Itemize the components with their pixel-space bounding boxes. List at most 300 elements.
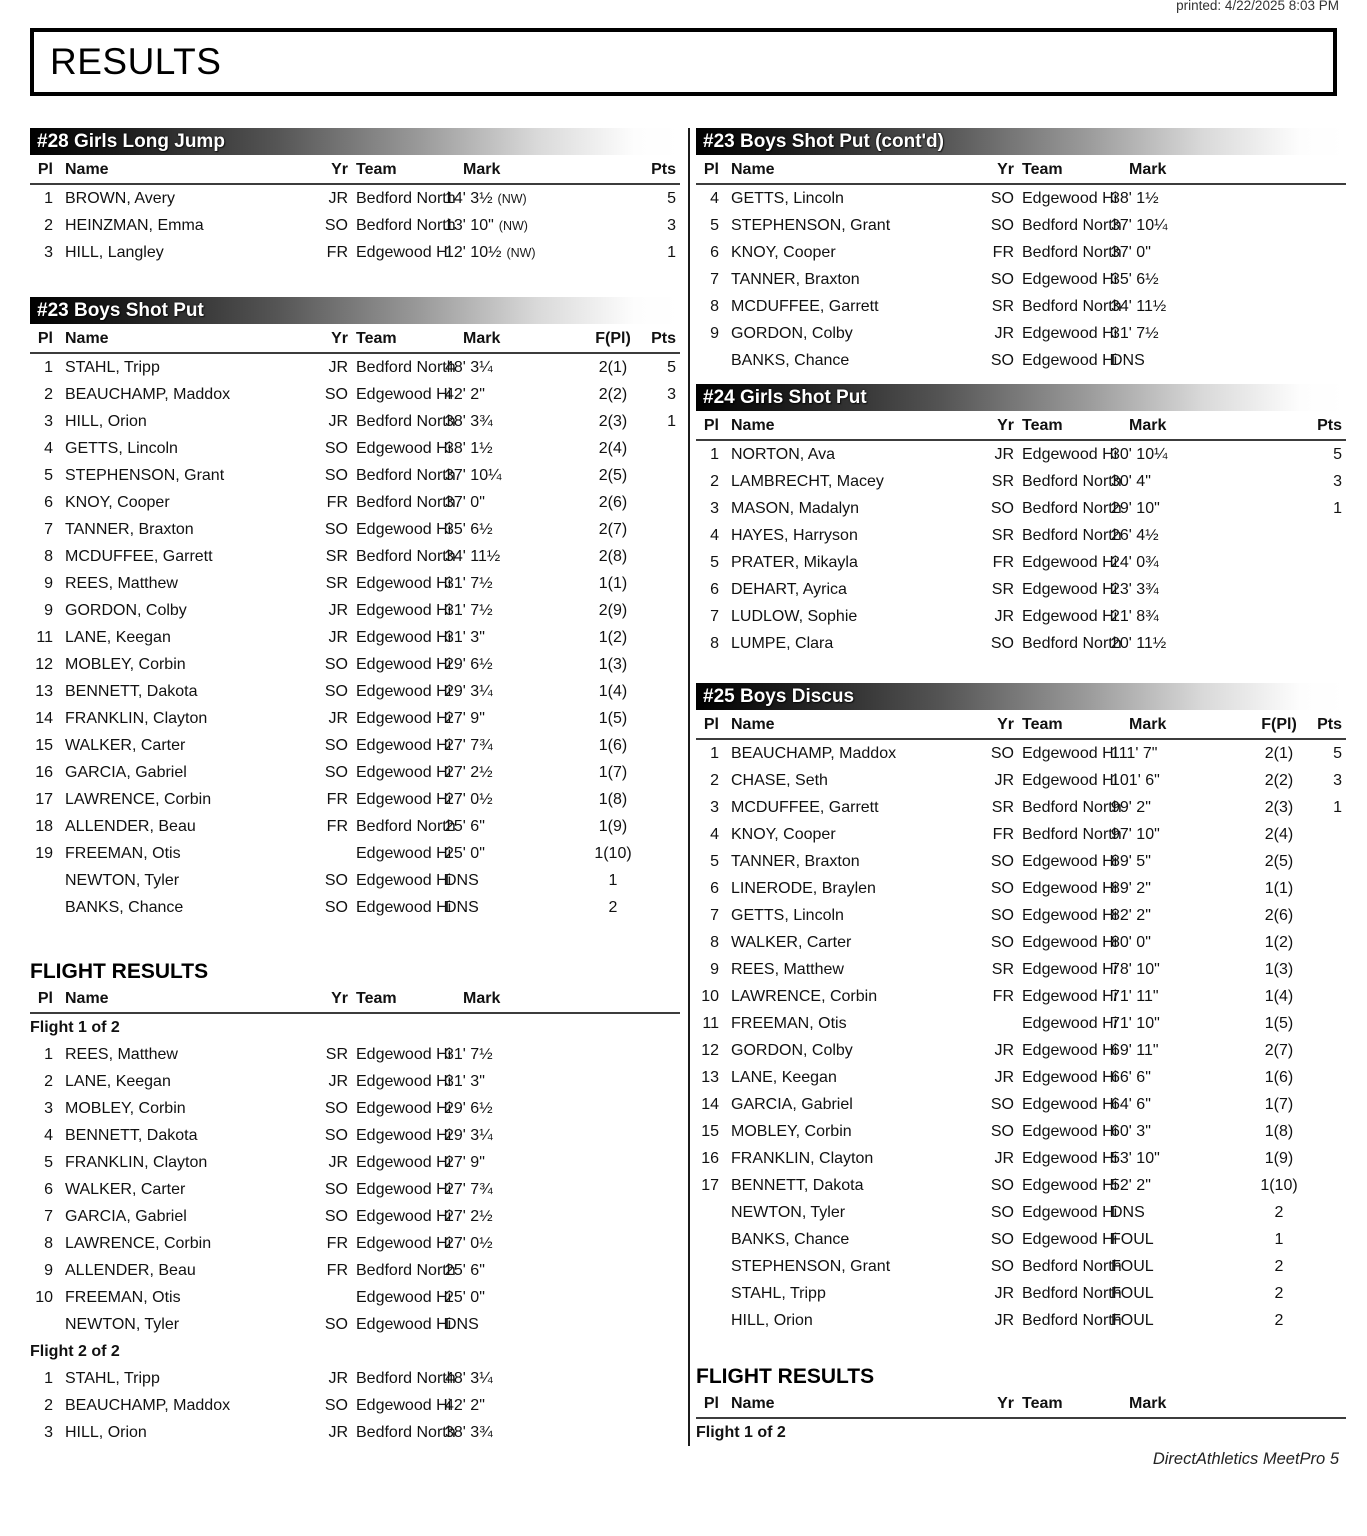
pl-cell: 15 [701,1123,719,1140]
team-cell: Bedford North [356,467,456,484]
pl-cell: 12 [701,1042,719,1059]
mark-cell [445,435,584,462]
mark-cell [445,1230,584,1257]
pl-cell: 18 [35,818,53,835]
table-row [30,1176,680,1203]
pts-cell: Pts [651,161,676,178]
mark-cell [1111,1199,1250,1226]
flight-place-cell: 2(5) [1264,853,1294,870]
yr-cell: SO [990,934,1014,951]
team-cell: Edgewood Hi [356,575,452,592]
mark-cell [1111,902,1250,929]
pts-cell: 1 [1333,799,1342,816]
mark-value: 29' 6½ [445,1100,493,1117]
name-cell: ALLENDER, Beau [65,818,196,835]
table-row [30,1284,680,1311]
name-cell: FRANKLIN, Clayton [731,1150,874,1167]
pts-cell: 3 [1333,772,1342,789]
flight-place-cell: 2 [1274,1258,1284,1275]
mark-cell [445,570,584,597]
yr-cell: FR [326,494,348,511]
team-cell: Edgewood Hi [1022,1204,1118,1221]
table-row [30,813,680,840]
table-row [30,435,680,462]
mark-cell [445,1311,584,1338]
mark-cell [445,354,584,381]
yr-cell: SO [324,521,348,538]
pl-cell: 8 [44,548,53,565]
table-row [30,624,680,651]
table-row [30,570,680,597]
pl-cell: 2 [44,217,53,234]
mark-value: 34' 11½ [445,548,501,565]
yr-cell: SO [990,1177,1014,1194]
name-cell: LANE, Keegan [731,1069,837,1086]
table-row [30,543,680,570]
flight-results-section [696,1362,1346,1446]
flight-place-cell: 1 [608,872,618,889]
table-row [696,1307,1346,1334]
yr-cell: SO [990,271,1014,288]
mark-value: Mark [1129,161,1167,178]
pl-cell: 6 [710,244,719,261]
mark-value: Mark [463,990,501,1007]
pl-cell: 16 [35,764,53,781]
pl-cell: 8 [710,934,719,951]
flight-results-title: FLIGHT RESULTS [30,960,209,983]
flight-place-cell: 1(10) [594,845,632,862]
pl-cell: 7 [710,271,719,288]
mark-value: 80' 0" [1111,934,1151,951]
flight-place-cell: 2(5) [598,467,628,484]
yr-cell: Yr [331,161,348,178]
team-cell: Edgewood Hi [356,1208,452,1225]
pl-cell: 4 [710,190,719,207]
mark-value: 37' 0" [445,494,485,511]
team-cell: Bedford North [1022,1258,1122,1275]
name-cell: MOBLEY, Corbin [65,1100,186,1117]
name-cell: LUDLOW, Sophie [731,608,858,625]
pl-cell: 3 [710,799,719,816]
name-cell: Name [731,417,775,434]
pl-cell: 10 [35,1289,53,1306]
mark-cell [445,212,584,240]
name-cell: HILL, Orion [65,1424,147,1441]
team-cell: Edgewood Hi [356,683,452,700]
mark-cell [445,327,584,351]
team-cell: Edgewood Hi [1022,1123,1118,1140]
pts-cell: 1 [667,244,676,261]
team-cell: Bedford North [356,217,456,234]
flight-place-cell: 1(10) [1260,1177,1298,1194]
table-row [30,1068,680,1095]
mark-value: 38' 1½ [445,440,493,457]
mark-cell [1111,266,1250,293]
table-row [696,212,1346,239]
flight-place-cell: 1(3) [1264,961,1294,978]
pl-cell: Pl [703,161,719,178]
mark-value: 29' 6½ [445,656,493,673]
mark-value: 29' 3¼ [445,683,493,700]
mark-value: 35' 6½ [1111,271,1159,288]
mark-value: 14' 3½ [445,190,493,207]
mark-value: 64' 6" [1111,1096,1151,1113]
event-section [696,128,1346,374]
flight-place-cell: 2(7) [598,521,628,538]
pl-cell: 7 [710,907,719,924]
name-cell: LAWRENCE, Corbin [65,791,212,808]
table-row [696,1118,1346,1145]
team-cell: Edgewood Hi [356,1397,452,1414]
pl-cell: 2 [44,1073,53,1090]
mark-cell [445,624,584,651]
mark-cell [1111,1118,1250,1145]
name-cell: FREEMAN, Otis [65,1289,181,1306]
mark-cell [445,894,584,921]
flight-place-cell: 2(2) [598,386,628,403]
team-cell: Edgewood Hi [1022,1069,1118,1086]
name-cell: STEPHENSON, Grant [731,217,891,234]
flight-place-cell: 2(3) [1264,799,1294,816]
mark-cell [445,543,584,570]
flight-results-title: FLIGHT RESULTS [696,1365,875,1388]
flight-place-cell: 2(6) [1264,907,1294,924]
yr-cell: JR [994,1312,1014,1329]
mark-value: 60' 3" [1111,1123,1151,1140]
pl-cell: 7 [44,521,53,538]
table-row [696,522,1346,549]
mark-value: 27' 0½ [445,791,493,808]
yr-cell: JR [994,325,1014,342]
flight-place-cell: 2(6) [598,494,628,511]
pl-cell: 5 [710,853,719,870]
pts-cell: Pts [1317,716,1342,733]
table-row [30,462,680,489]
flight-place-cell: 1(1) [1264,880,1294,897]
table-row [30,381,680,408]
pl-cell: 5 [710,554,719,571]
team-cell: Edgewood Hi [1022,961,1118,978]
yr-cell: SO [324,1208,348,1225]
team-cell: Edgewood Hi [356,602,452,619]
team-cell: Edgewood Hi [356,791,452,808]
team-cell: Edgewood Hi [356,1073,452,1090]
mark-value: 38' 1½ [1111,190,1159,207]
team-cell: Bedford North [356,413,456,430]
team-cell: Team [356,330,397,347]
mark-value: 27' 2½ [445,764,493,781]
mark-cell [1111,794,1250,821]
mark-cell [445,381,584,408]
name-cell: MCDUFFEE, Garrett [731,298,879,315]
mark-value: Mark [463,161,501,178]
mark-cell [445,158,584,182]
team-cell: Team [1022,417,1063,434]
mark-cell [445,1041,584,1068]
yr-cell: SR [991,961,1014,978]
name-cell: BENNETT, Dakota [65,683,198,700]
mark-cell [1111,522,1250,549]
pl-cell: 5 [44,467,53,484]
flight-place-cell: 1(8) [598,791,628,808]
table-row [696,1199,1346,1226]
flight-group-label: Flight 2 of 2 [30,1343,120,1360]
pts-cell: 5 [667,190,676,207]
yr-cell: SO [324,1316,348,1333]
name-cell: NEWTON, Tyler [65,1316,180,1333]
pts-cell: 3 [667,217,676,234]
table-row [696,929,1346,956]
pl-cell: 6 [44,494,53,511]
name-cell: BANKS, Chance [731,1231,850,1248]
mark-cell [445,1203,584,1230]
pl-cell: 3 [710,500,719,517]
pl-cell: 5 [710,217,719,234]
pl-cell: 9 [44,575,53,592]
mark-cell [1111,414,1250,438]
flight-results-section [30,957,680,1446]
table-row [30,894,680,921]
pts-cell: 3 [1333,473,1342,490]
name-cell: BENNETT, Dakota [65,1127,198,1144]
pl-cell: Pl [37,330,53,347]
yr-cell: SO [324,656,348,673]
event-section [30,297,680,921]
pts-cell: 1 [667,413,676,430]
mark-cell [1111,441,1250,468]
mark-value: 78' 10" [1111,961,1160,978]
mark-value: Mark [1129,716,1167,733]
mark-cell [1111,1172,1250,1199]
mark-cell [445,1095,584,1122]
name-cell: CHASE, Seth [731,772,828,789]
name-cell: GORDON, Colby [731,325,853,342]
table-row [696,1145,1346,1172]
name-cell: HILL, Langley [65,244,164,261]
mark-value: 25' 6" [445,818,485,835]
name-cell: WALKER, Carter [65,737,186,754]
team-cell: Bedford North [1022,635,1122,652]
mark-value: 12' 10½ [445,244,502,261]
mark-value: 97' 10" [1111,826,1160,843]
table-row [30,185,680,212]
mark-value: 89' 2" [1111,880,1151,897]
team-cell: Bedford North [356,548,456,565]
team-cell: Bedford North [1022,1285,1122,1302]
pl-cell: 8 [710,298,719,315]
mark-cell [445,1419,584,1446]
table-row [696,902,1346,929]
yr-cell: SR [325,1046,348,1063]
pl-cell: 15 [35,737,53,754]
table-row [696,1253,1346,1280]
name-cell: GORDON, Colby [65,602,187,619]
mark-cell [1111,875,1250,902]
mark-value: Mark [463,330,501,347]
table-row [696,1064,1346,1091]
yr-cell: FR [326,818,348,835]
pl-cell: 2 [44,1397,53,1414]
yr-cell: Yr [997,417,1014,434]
section-header-bar: #23 Boys Shot Put (cont'd) [696,128,1346,155]
yr-cell: SO [324,1397,348,1414]
table-row [696,266,1346,293]
yr-cell: SO [324,217,348,234]
pts-cell: 1 [1333,500,1342,517]
table-row [30,786,680,813]
yr-cell: FR [326,244,348,261]
mark-cell [445,732,584,759]
name-cell: STAHL, Tripp [65,1370,160,1387]
mark-value: 27' 0½ [445,1235,493,1252]
flight-place-cell: 1(4) [598,683,628,700]
name-cell: STEPHENSON, Grant [731,1258,891,1275]
pts-cell: Pts [651,330,676,347]
table-row [30,1203,680,1230]
flight-group-label: Flight 1 of 2 [30,1019,120,1036]
table-row [696,1172,1346,1199]
team-cell: Edgewood Hi [1022,1177,1118,1194]
name-cell: MCDUFFEE, Garrett [65,548,213,565]
mark-cell [1111,603,1250,630]
left-column [30,128,680,1446]
mark-value: FOUL [1111,1258,1154,1275]
pl-cell: 6 [44,1181,53,1198]
mark-value: 31' 7½ [1111,325,1159,342]
pl-cell: 7 [44,1208,53,1225]
table-row [30,759,680,786]
yr-cell: SO [990,190,1014,207]
name-cell: STAHL, Tripp [731,1285,826,1302]
name-cell: TANNER, Braxton [65,521,194,538]
mark-cell [1111,1010,1250,1037]
flight-place-cell: 1(4) [1264,988,1294,1005]
team-cell: Bedford North [1022,217,1122,234]
name-cell: STEPHENSON, Grant [65,467,225,484]
pl-cell: 11 [702,1015,719,1032]
mark-cell [1111,212,1250,239]
mark-cell [445,1365,584,1392]
flight-place-cell: 2 [1274,1204,1284,1221]
table-row [30,705,680,732]
mark-value: FOUL [1111,1231,1154,1248]
flight-place-cell: 1(7) [1264,1096,1294,1113]
team-cell: Team [356,161,397,178]
team-cell: Edgewood Hi [356,1235,452,1252]
mark-cell [445,987,584,1011]
table-header-row [696,158,1346,185]
team-cell: Edgewood Hi [1022,1042,1118,1059]
pl-cell: 5 [44,1154,53,1171]
mark-value: 111' 7" [1111,745,1158,762]
name-cell: GETTS, Lincoln [731,907,844,924]
pl-cell: 11 [36,629,53,646]
name-cell: GARCIA, Gabriel [65,1208,187,1225]
mark-cell [1111,1253,1250,1280]
flight-place-cell: 1(5) [598,710,628,727]
flight-place-cell: 1(3) [598,656,628,673]
table-row [696,576,1346,603]
mark-value: 37' 10¼ [1111,217,1168,234]
table-row [696,956,1346,983]
mark-value: 48' 3¼ [445,359,493,376]
mark-value: 48' 3¼ [445,1370,493,1387]
mark-cell [445,651,584,678]
mark-value: 30' 10¼ [1111,446,1168,463]
mark-cell [445,705,584,732]
yr-cell: Yr [997,716,1014,733]
yr-cell: JR [994,772,1014,789]
pl-cell: 10 [701,988,719,1005]
section-header-bar: #23 Boys Shot Put [30,297,680,324]
table-row [30,1230,680,1257]
name-cell: NEWTON, Tyler [731,1204,846,1221]
flight-place-cell: 2(8) [598,548,628,565]
mark-value: 25' 6" [445,1262,485,1279]
mark-cell [445,462,584,489]
name-cell: BEAUCHAMP, Maddox [65,386,231,403]
mark-value: 31' 3" [445,629,485,646]
yr-cell: JR [994,1069,1014,1086]
yr-cell: SO [324,1127,348,1144]
name-cell: REES, Matthew [65,1046,178,1063]
yr-cell: JR [994,608,1014,625]
mark-cell [1111,468,1250,495]
flight-place-cell: 2(9) [598,602,628,619]
wind-indicator: (NW) [506,246,536,260]
pl-cell: 16 [701,1150,719,1167]
flight-place-cell: 2(1) [1264,745,1294,762]
pl-cell: 4 [710,527,719,544]
yr-cell: JR [328,190,348,207]
mark-cell [445,1257,584,1284]
mark-value: 82' 2" [1111,907,1151,924]
mark-cell [1111,1392,1250,1416]
mark-cell [1111,848,1250,875]
name-cell: LANE, Keegan [65,1073,171,1090]
name-cell: KNOY, Cooper [731,826,836,843]
team-cell: Bedford North [356,1262,456,1279]
mark-value: 69' 11" [1111,1042,1159,1059]
table-row [696,495,1346,522]
name-cell: KNOY, Cooper [731,244,836,261]
flight-place-cell: 1(9) [1264,1150,1294,1167]
pl-cell: 14 [701,1096,719,1113]
team-cell: Bedford North [356,818,456,835]
team-cell: Edgewood Hi [1022,325,1118,342]
team-cell: Edgewood Hi [356,1289,452,1306]
mark-value: FOUL [1111,1285,1154,1302]
team-cell: Edgewood Hi [356,1127,452,1144]
wind-indicator: (NW) [497,192,527,206]
name-cell: GETTS, Lincoln [731,190,844,207]
mark-cell [1111,983,1250,1010]
flight-group [30,1014,680,1041]
table-header-row [30,987,680,1014]
pts-cell: Pts [1317,417,1342,434]
team-cell: Edgewood Hi [1022,1231,1118,1248]
mark-cell [445,597,584,624]
yr-cell: SO [324,1100,348,1117]
pl-cell: Pl [703,1395,719,1412]
mark-cell [1111,767,1250,794]
team-cell: Edgewood Hi [356,710,452,727]
name-cell: GETTS, Lincoln [65,440,178,457]
name-cell: FREEMAN, Otis [65,845,181,862]
mark-value: 26' 4½ [1111,527,1159,544]
mark-value: 37' 0" [1111,244,1151,261]
mark-value: 38' 3¾ [445,413,493,430]
